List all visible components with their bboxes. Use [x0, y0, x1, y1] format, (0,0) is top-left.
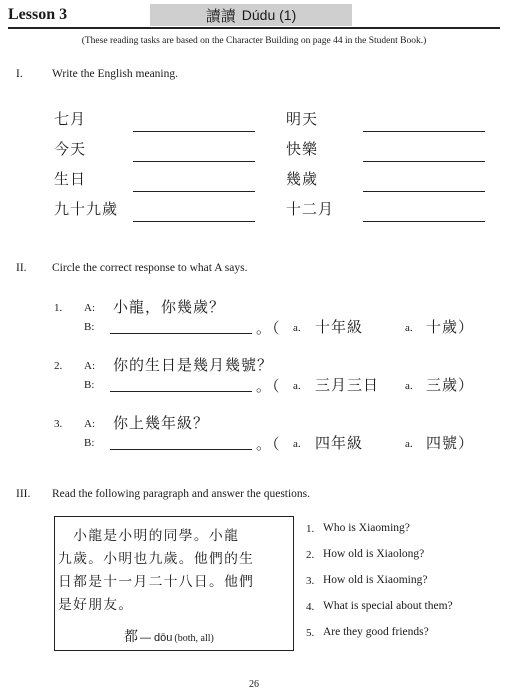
reading-question-number: 2.: [306, 549, 315, 561]
reading-question-number: 3.: [306, 575, 315, 587]
lesson-heading: Lesson 3: [8, 6, 68, 23]
vocab-word: 十二月: [286, 200, 335, 218]
response-blank[interactable]: [110, 391, 252, 392]
response-blank[interactable]: [110, 333, 252, 334]
vocab-word: 明天: [286, 110, 319, 128]
paragraph-line: 日都是十一月二十八日。他們: [58, 574, 255, 590]
section3-instruction: Read the following paragraph and answer the questions.: [52, 488, 311, 500]
speaker-a-label: A:: [84, 302, 95, 314]
option-b-label: a.: [405, 322, 413, 334]
reading-question-number: 5.: [306, 627, 315, 639]
option-a[interactable]: 三月三日: [315, 376, 380, 394]
option-b[interactable]: 三歲）: [426, 376, 475, 394]
reading-question: What is special about them?: [323, 600, 453, 612]
paragraph-line: 九歲。小明也九歲。他們的生: [58, 551, 255, 567]
reading-note: (These reading tasks are based on the Character Building on page 44 in the Student Book.): [81, 36, 427, 46]
paren-open: 。（: [256, 377, 281, 395]
reading-question: Who is Xiaoming?: [323, 522, 410, 534]
page-number: 26: [249, 679, 259, 690]
section3-number: III.: [16, 488, 31, 500]
answer-blank[interactable]: [133, 221, 255, 222]
response-blank[interactable]: [110, 449, 252, 450]
gloss-pinyin: — dōu: [140, 632, 173, 644]
speaker-b-label: B:: [84, 437, 95, 449]
option-a-label: a.: [293, 438, 301, 450]
title-chinese: 讀讀: [205, 6, 236, 25]
answer-blank[interactable]: [363, 161, 485, 162]
question-number: 3.: [54, 418, 63, 430]
vocab-word: 幾歲: [286, 170, 319, 188]
option-b[interactable]: 四號）: [426, 434, 475, 452]
speaker-a-label: A:: [84, 418, 95, 430]
gloss-meaning: (both, all): [174, 633, 214, 644]
speaker-a-text: 你上幾年級？: [113, 414, 210, 432]
speaker-b-label: B:: [84, 379, 95, 391]
paragraph-line: 小龍是小明的同學。小龍: [58, 528, 240, 544]
speaker-a-text: 小龍，你幾歲？: [113, 298, 226, 316]
answer-blank[interactable]: [133, 191, 255, 192]
option-a-label: a.: [293, 322, 301, 334]
question-number: 1.: [54, 302, 63, 314]
header-rule: [8, 27, 500, 29]
speaker-b-label: B:: [84, 321, 95, 333]
speaker-a-text: 你的生日是幾月幾號？: [113, 356, 274, 374]
answer-blank[interactable]: [363, 131, 485, 132]
option-b[interactable]: 十歲）: [426, 318, 475, 336]
answer-blank[interactable]: [363, 191, 485, 192]
vocab-word: 九十九歲: [54, 200, 119, 218]
section1-number: I.: [16, 68, 23, 80]
option-b-label: a.: [405, 380, 413, 392]
title-pinyin: Dúdu (1): [241, 7, 297, 23]
title-box: [150, 4, 352, 26]
vocab-gloss: [124, 626, 214, 646]
option-a[interactable]: 十年級: [315, 318, 364, 336]
speaker-a-label: A:: [84, 360, 95, 372]
answer-blank[interactable]: [133, 131, 255, 132]
section2-number: II.: [16, 262, 27, 274]
answer-blank[interactable]: [133, 161, 255, 162]
option-a-label: a.: [293, 380, 301, 392]
section2-instruction: Circle the correct response to what A says.: [52, 262, 248, 274]
option-b-label: a.: [405, 438, 413, 450]
paragraph-line: 是好朋友。: [58, 597, 134, 613]
paren-open: 。（: [256, 319, 281, 337]
option-a[interactable]: 四年級: [315, 434, 364, 452]
reading-question: How old is Xiaoming?: [323, 574, 428, 586]
vocab-word: 生日: [54, 170, 87, 188]
vocab-word: 今天: [54, 140, 87, 158]
vocab-word: 快樂: [286, 140, 319, 158]
vocab-word: 七月: [54, 110, 87, 128]
gloss-character: 都: [124, 629, 138, 645]
reading-question-number: 4.: [306, 601, 315, 613]
reading-question: How old is Xiaolong?: [323, 548, 425, 560]
question-number: 2.: [54, 360, 63, 372]
reading-question: Are they good friends?: [323, 626, 429, 638]
section1-instruction: Write the English meaning.: [52, 68, 179, 80]
reading-question-number: 1.: [306, 523, 315, 535]
answer-blank[interactable]: [363, 221, 485, 222]
paren-open: 。（: [256, 435, 281, 453]
